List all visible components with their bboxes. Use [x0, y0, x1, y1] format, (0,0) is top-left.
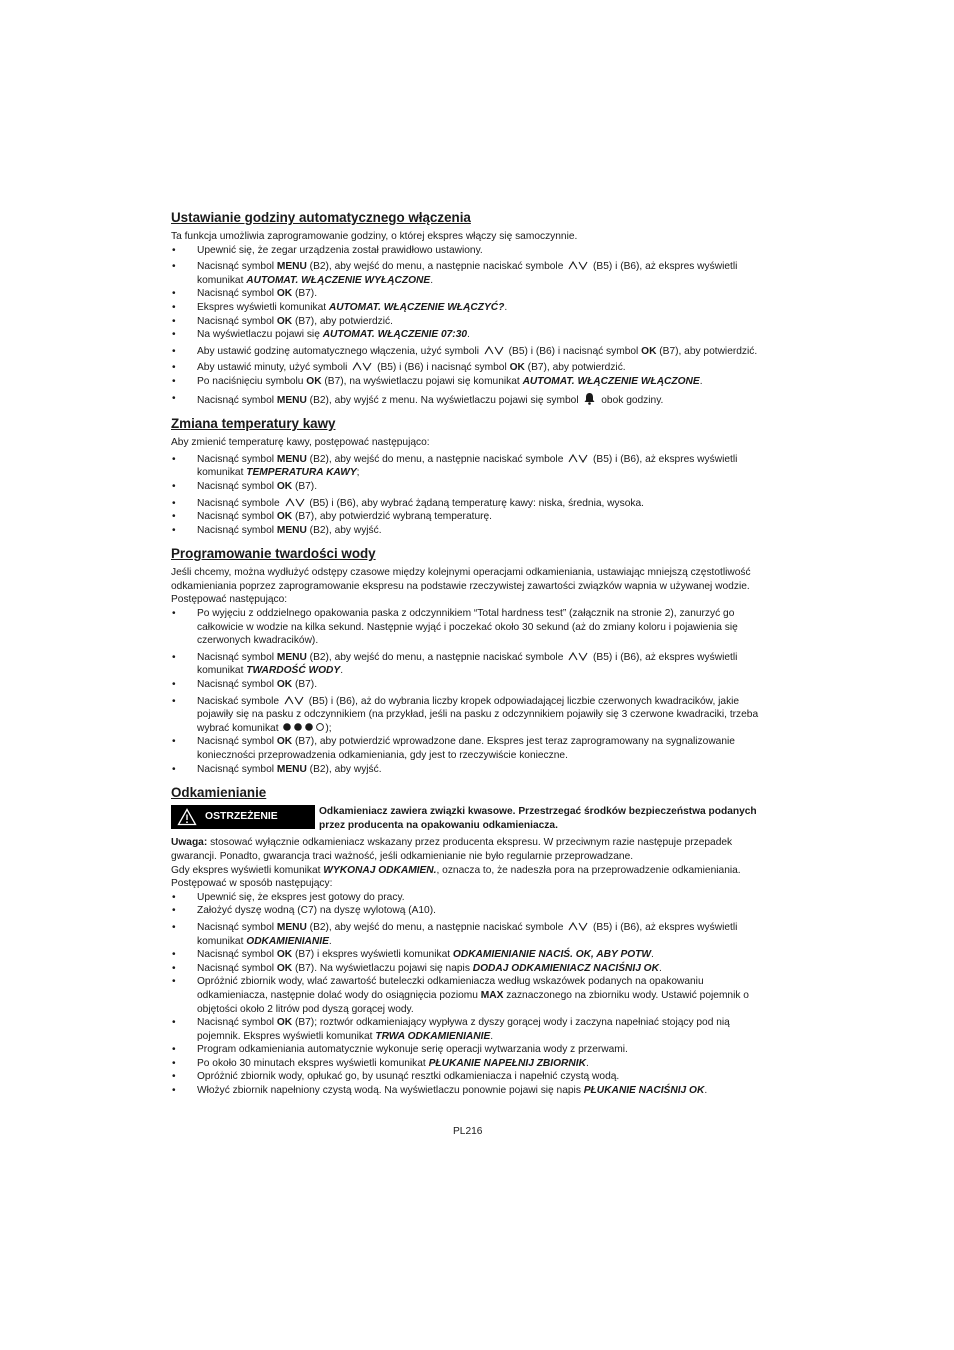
list-item: • Na wyświetlaczu pojawi się AUTOMAT. WŁĄCZENIE 07:30. — [171, 328, 769, 342]
steps-list — [171, 244, 769, 408]
up-down-arrows-icon — [568, 260, 588, 270]
up-down-arrows-icon — [284, 695, 304, 705]
section-intro: Jeśli chcemy, można wydłużyć odstępy czasowe między kolejnymi operacjami odkamieniania, ustawiając mniejszą częstotliwość odkamieniania poprzez zaprogramowanie ekspresu na podstawie rzeczywistej zawartości związków wapnia w używanej wodzie. Postępować następująco: — [171, 567, 751, 606]
list-item: • Włożyć zbiornik napełniony czystą wodą. Na wyświetlaczu ponownie pojawi się napis PŁUKANIE NACIŚNIJ OK. — [171, 1084, 769, 1098]
up-down-arrows-icon — [568, 921, 588, 931]
section-auto-on — [171, 209, 769, 407]
list-item: • Nacisnąć symbol MENU (B2), aby wejść do menu, a następnie naciskać symbole (B5) i (B6), aż ekspres wyświetli komunikat ODKAMIENIANIE. — [171, 921, 769, 948]
list-item: • Nacisnąć symbol MENU (B2), aby wejść do menu, a następnie naciskać symbole (B5) i (B6), aż ekspres wyświetli komunikat TEMPERATURA KAWY; — [171, 453, 769, 480]
section-intro: Aby zmienić temperaturę kawy, postępować następująco: — [171, 437, 430, 449]
list-item: • Po około 30 minutach ekspres wyświetli komunikat PŁUKANIE NAPEŁNIJ ZBIORNIK. — [171, 1057, 769, 1071]
list-item: • Założyć dyszę wodną (C7) na dyszę wylotową (A10). — [171, 904, 769, 918]
page-content — [171, 209, 769, 1098]
section-coffee-temperature — [171, 415, 769, 537]
section-title: Zmiana temperatury kawy — [171, 416, 336, 432]
list-item: • Aby ustawić minuty, użyć symboli (B5) i (B6) i nacisnąć symbol OK (B7), aby potwierdzić. — [171, 361, 769, 375]
list-item: • Nacisnąć symbol OK (B7) i ekspres wyświetli komunikat ODKAMIENIANIE NACIŚ. OK, ABY POTW. — [171, 948, 769, 962]
list-item: • Opróżnić zbiornik wody, opłukać go, by usunąć resztki odkamieniacza i napełnić czystą wodą. — [171, 1070, 769, 1084]
steps-list — [171, 607, 769, 776]
list-item: • Po naciśnięciu symbolu OK (B7), na wyświetlaczu pojawi się komunikat AUTOMAT. WŁĄCZENIE WŁĄCZONE. — [171, 375, 769, 389]
list-item: • Nacisnąć symbol MENU (B2), aby wyjść. — [171, 763, 769, 777]
up-down-arrows-icon — [568, 651, 588, 661]
section-title: Programowanie twardości wody — [171, 546, 376, 562]
warning-label: OSTRZEŻENIE — [205, 811, 278, 823]
list-item: • Opróżnić zbiornik wody, wlać zawartość buteleczki odkamieniacza według wskazówek podanych na opakowaniu odkamieniacza, następnie dolać wody do osiągnięcia poziomu MAX zaznaczonego na zbiorniku wody. Ustawić pojemnik o objętości około 2 litrów pod dyszą gorącej wody. — [171, 975, 769, 1016]
list-item: • Upewnić się, że ekspres jest gotowy do pracy. — [171, 891, 769, 905]
list-item: • Nacisnąć symbol MENU (B2), aby wyjść. — [171, 524, 769, 538]
section-title: Ustawianie godziny automatycznego włączenia — [171, 210, 471, 225]
list-item: • Upewnić się, że zegar urządzenia został prawidłowo ustawiony. — [171, 244, 769, 258]
up-down-arrows-icon — [352, 361, 372, 371]
section-intro: Ta funkcja umożliwia zaprogramowanie godziny, o której ekspres włączy się samoczynnie. — [171, 231, 578, 242]
list-item: • Nacisnąć symbol MENU (B2), aby wyjść z menu. Na wyświetlaczu pojawi się symbol obok godziny. — [171, 392, 769, 408]
section-title: Odkamienianie — [171, 785, 267, 801]
list-item: • Nacisnąć symbol MENU (B2), aby wejść do menu, a następnie naciskać symbole (B5) i (B6), aż ekspres wyświetli komunikat TWARDOŚĆ WODY. — [171, 651, 769, 678]
bell-icon — [583, 392, 596, 405]
list-item: • Nacisnąć symbol OK (B7), aby potwierdzić wybraną temperaturę. — [171, 510, 769, 524]
list-item: • Naciskać symbole (B5) i (B6), aż do wybrania liczby kropek odpowiadającej liczbie czerwonych kwadracików, jakie pojawiły się na pasku z odczynnikiem (na przykład, jeśli na pasku z odczynnikiem pojawiły się 3 czerwone kwadraciki, trzeba wybrać komunikat ); — [171, 695, 769, 736]
list-item: • Nacisnąć symbol OK (B7); roztwór odkamieniający wypływa z dyszy gorącej wody i zaczyna napełniać stojący pod nią pojemnik. Ekspres wyświetli komunikat TRWA ODKAMIENIANIE. — [171, 1016, 769, 1043]
list-item: • Nacisnąć symbol OK (B7). — [171, 287, 769, 301]
list-item: • Nacisnąć symbol OK (B7), aby potwierdzić. — [171, 315, 769, 329]
steps-list — [171, 891, 769, 1098]
page-number: PL216 — [453, 1126, 483, 1137]
list-item: • Nacisnąć symbol OK (B7). — [171, 480, 769, 494]
list-item: • Nacisnąć symbol OK (B7), aby potwierdzić wprowadzone dane. Ekspres jest teraz zaprogramowany na sygnalizowanie konieczności przeprowadzenia odkamieniania, gdy jest to rzeczywiście konieczne. — [171, 735, 769, 762]
list-item: • Nacisnąć symbol OK (B7). — [171, 678, 769, 692]
note-paragraph: Uwaga: stosować wyłącznie odkamieniacz wskazany przez producenta ekspresu. W przeciwnym razie następuje przepadek gwarancji. Ponadto, gwarancja traci ważność, jeśli odkamienianie nie było regularnie przeprowadzane. — [171, 837, 733, 862]
list-item: • Program odkamieniania automatycznie wykonuje serię operacji wytwarzania wody z przerwami. — [171, 1043, 769, 1057]
warning-triangle-icon — [177, 808, 197, 826]
hardness-dots-icon — [282, 722, 324, 732]
list-item: • Nacisnąć symbole (B5) i (B6), aby wybrać żądaną temperaturę kawy: niska, średnia, wysoka. — [171, 497, 769, 511]
warning-box — [171, 805, 769, 832]
list-item: • Aby ustawić godzinę automatycznego włączenia, użyć symboli (B5) i (B6) i nacisnąć symbol OK (B7), aby potwierdzić. — [171, 345, 769, 359]
up-down-arrows-icon — [484, 345, 504, 355]
steps-list — [171, 453, 769, 538]
warning-text: Odkamieniacz zawiera związki kwasowe. Przestrzegać środków bezpieczeństwa podanych przez producenta na opakowaniu odkamieniacza. — [319, 806, 757, 831]
intro-paragraph: Gdy ekspres wyświetli komunikat WYKONAJ ODKAMIEN., oznacza to, że nadeszła pora na przeprowadzenie odkamieniania. Postępować w sposób następujący: — [171, 864, 741, 890]
list-item: • Nacisnąć symbol OK (B7). Na wyświetlaczu pojawi się napis DODAJ ODKAMIENIACZ NACIŚNIJ OK. — [171, 962, 769, 976]
up-down-arrows-icon — [285, 497, 305, 507]
list-item: • Po wyjęciu z oddzielnego opakowania paska z odczynnikiem “Total hardness test” (załącznik na stronie 2), zanurzyć go całkowicie w wodzie na kilka sekund. Następnie wyjąć i poczekać około 30 sekund (aż do zmiany koloru i pojawienia się czerwonych kwadracików). — [171, 607, 769, 648]
list-item: • Nacisnąć symbol MENU (B2), aby wejść do menu, a następnie naciskać symbole (B5) i (B6), aż ekspres wyświetli komunikat AUTOMAT. WŁĄCZENIE WYŁĄCZONE. — [171, 260, 769, 287]
up-down-arrows-icon — [568, 453, 588, 463]
warning-badge — [171, 805, 315, 829]
section-descaling — [171, 784, 769, 1097]
list-item: • Ekspres wyświetli komunikat AUTOMAT. WŁĄCZENIE WŁĄCZYĆ?. — [171, 301, 769, 315]
section-water-hardness — [171, 545, 769, 776]
